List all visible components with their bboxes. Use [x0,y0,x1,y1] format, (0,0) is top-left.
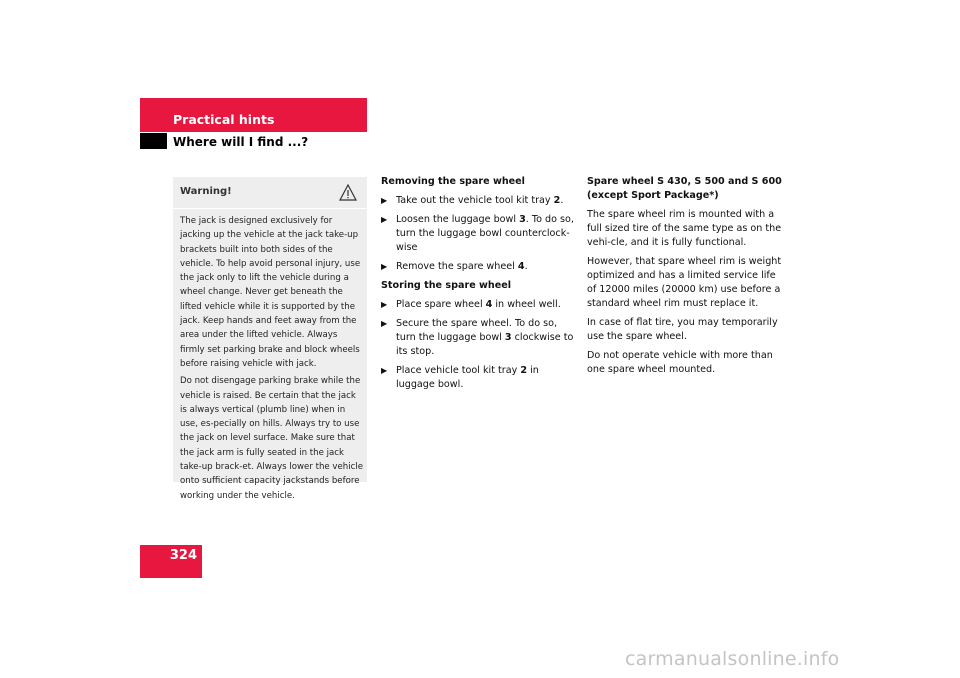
removing-heading: Removing the spare wheel [381,176,525,187]
storing-heading: Storing the spare wheel [381,280,512,291]
spare-wheel-heading: Spare wheel S 430, S 500 and S 600 (except Sport Package*) [587,176,782,201]
spare-paragraph: Do not operate vehicle with more than one spare wheel mounted. [587,350,773,375]
instructions-column [381,175,576,397]
arrow-right-icon: ▶ [381,262,388,271]
subsection-title: Where will I find ...? [173,135,309,149]
step-ref: 2 [553,195,561,206]
warning-text [180,214,364,506]
warning-paragraph: Do not disengage parking brake while the vehicle is raised. Be certain that the jack is always vertical (plumb line) when in use, es-pecially on hills. Always try to use the jack on level surface. Make sure that the jack arm is fully seated in the jack take-up brack-et. Always lower the vehicle onto sufficient capacity jackstands before working under the vehicle. [180,376,364,501]
page-number-box [140,545,202,578]
storing-step [381,317,576,359]
step-text: Loosen the luggage bowl [396,214,520,225]
warning-box [173,177,367,501]
removing-step [381,194,576,208]
step-text: Remove the spare wheel [396,261,518,272]
step-ref: 3 [519,214,526,225]
step-text: Place vehicle tool kit tray [396,365,521,376]
step-text: . [524,261,528,272]
step-text: . To do so, turn the luggage bowl counterclock-wise [396,214,574,253]
spare-paragraph: In case of flat tire, you may temporarily use the spare wheel. [587,317,778,342]
storing-step [381,364,576,392]
warning-title: Warning! [180,186,232,197]
step-text: in luggage bowl. [396,365,539,390]
spare-wheel-column [587,175,785,382]
step-text: in wheel well. [492,299,561,310]
warning-paragraph: The jack is designed exclusively for jacking up the vehicle at the jack take-up brackets built into both sides of the vehicle. To help avoid personal injury, use the jack only to lift the vehicle during a wheel change. Never get beneath the lifted vehicle while it is supported by the jack. Keep hands and feet away from the area under the lifted vehicle. Always firmly set parking brake and block wheels before raising vehicle with jack. [180,216,361,369]
arrow-right-icon: ▶ [381,300,388,309]
step-text: Secure the spare wheel. To do so, turn the luggage bowl [396,318,558,343]
step-ref: 2 [520,365,528,376]
warning-triangle-icon [339,184,357,201]
step-ref: 4 [485,299,493,310]
step-ref: 3 [504,332,512,343]
arrow-right-icon: ▶ [381,366,388,375]
step-text: . [560,195,564,206]
storing-step [381,298,576,312]
step-text: Take out the vehicle tool kit tray [396,195,554,206]
arrow-right-icon: ▶ [381,196,388,205]
spare-paragraph: The spare wheel rim is mounted with a full sized tire of the same type as on the vehi-cle, and it is fully functional. [587,209,782,248]
section-title: Practical hints [173,112,275,127]
step-text: clockwise to its stop. [396,332,574,357]
header-marker [140,133,167,149]
arrow-right-icon: ▶ [381,215,388,224]
page-number: 324 [169,548,197,563]
watermark: carmanualsonline.info [625,648,840,670]
removing-step [381,213,576,255]
spare-paragraph: However, that spare wheel rim is weight optimized and has a limited service life of 12000 miles (20000 km) use before a standard wheel rim must replace it. [587,256,782,309]
arrow-right-icon: ▶ [381,319,388,328]
step-text: Place spare wheel [396,299,486,310]
warning-divider [173,208,367,209]
removing-step [381,260,576,274]
step-ref: 4 [517,261,525,272]
